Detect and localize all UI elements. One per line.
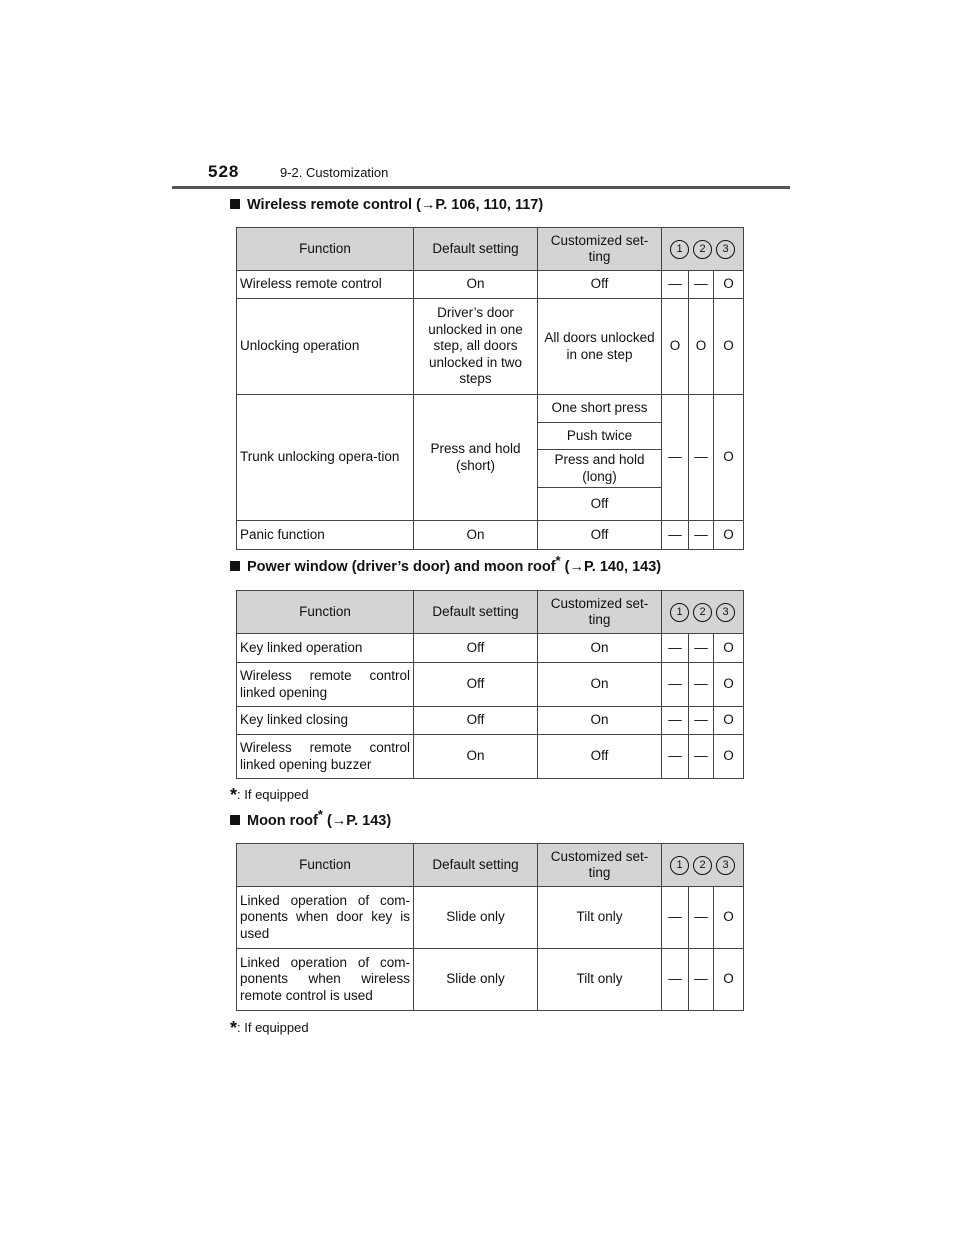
default-cell: Slide only (414, 949, 538, 1011)
circled-2-icon: 2 (693, 856, 712, 875)
heading-power-window: Power window (driver’s door) and moon roof* (→P. 140, 143) (230, 559, 661, 575)
circled-2-icon: 2 (693, 603, 712, 622)
default-cell: Driver’s door unlocked in one step, all doors unlocked in two steps (414, 299, 538, 395)
function-cell: Panic function (237, 521, 414, 550)
mark-cell: — (689, 707, 714, 735)
col-function: Function (237, 591, 414, 634)
col-circles (662, 844, 744, 887)
table-row (237, 949, 744, 1011)
col-default: Default setting (414, 228, 538, 271)
table-row (237, 271, 744, 299)
default-cell: Off (414, 663, 538, 707)
function-cell: Unlocking operation (237, 299, 414, 395)
default-cell: Off (414, 634, 538, 663)
function-cell: Linked operation of com-ponents when door key is used (237, 887, 414, 949)
mark-cell: — (662, 395, 689, 521)
default-cell: Slide only (414, 887, 538, 949)
mark-cell: O (714, 271, 744, 299)
section-title: 9-2. Customization (280, 165, 389, 180)
circled-3-icon: 3 (716, 856, 735, 875)
function-cell: Wireless remote control linked opening buzzer (237, 735, 414, 779)
table-row (237, 707, 744, 735)
table-power-window (236, 590, 744, 779)
col-function: Function (237, 228, 414, 271)
heading-moon-roof: Moon roof* (→P. 143) (230, 813, 391, 829)
function-cell: Key linked closing (237, 707, 414, 735)
default-cell: Off (414, 707, 538, 735)
mark-cell: — (662, 521, 689, 550)
mark-cell: — (689, 735, 714, 779)
custom-cell: On (538, 663, 662, 707)
square-bullet-icon (230, 199, 240, 209)
mark-cell: — (662, 663, 689, 707)
mark-cell: — (689, 949, 714, 1011)
function-cell: Trunk unlocking opera-tion (237, 395, 414, 521)
square-bullet-icon (230, 815, 240, 825)
default-cell: Press and hold (short) (414, 395, 538, 521)
page-number: 528 (208, 162, 240, 181)
mark-cell: — (689, 887, 714, 949)
custom-cell: One short press (538, 395, 662, 423)
table-row (237, 887, 744, 949)
circled-1-icon: 1 (670, 603, 689, 622)
custom-cell: Off (538, 488, 662, 521)
circled-2-icon: 2 (693, 240, 712, 259)
mark-cell: O (714, 949, 744, 1011)
mark-cell: — (689, 395, 714, 521)
mark-cell: O (714, 395, 744, 521)
col-default: Default setting (414, 591, 538, 634)
table-header-row (237, 228, 744, 271)
col-customized: Customized set-ting (538, 591, 662, 634)
heading-wireless-remote: Wireless remote control (→P. 106, 110, 117) (230, 197, 543, 213)
default-cell: On (414, 271, 538, 299)
default-cell: On (414, 735, 538, 779)
function-cell: Wireless remote control (237, 271, 414, 299)
mark-cell: — (662, 949, 689, 1011)
mark-cell: — (662, 735, 689, 779)
asterisk: * (230, 785, 238, 805)
custom-cell: Off (538, 735, 662, 779)
footnote-if-equipped: *: If equipped (230, 785, 309, 805)
mark-cell: — (689, 634, 714, 663)
custom-cell: Tilt only (538, 949, 662, 1011)
circled-3-icon: 3 (716, 603, 735, 622)
col-function: Function (237, 844, 414, 887)
mark-cell: O (714, 634, 744, 663)
table-header-row (237, 844, 744, 887)
custom-cell: Off (538, 271, 662, 299)
mark-cell: — (689, 521, 714, 550)
mark-cell: O (714, 887, 744, 949)
mark-cell: O (714, 707, 744, 735)
asterisk: * (555, 553, 561, 569)
circled-1-icon: 1 (670, 856, 689, 875)
mark-cell: O (714, 663, 744, 707)
mark-cell: O (714, 299, 744, 395)
default-cell: On (414, 521, 538, 550)
footnote-if-equipped: *: If equipped (230, 1018, 309, 1038)
col-customized: Customized set-ting (538, 844, 662, 887)
mark-cell: O (662, 299, 689, 395)
asterisk: * (230, 1018, 238, 1038)
circled-1-icon: 1 (670, 240, 689, 259)
col-customized: Customized set-ting (538, 228, 662, 271)
col-circles (662, 591, 744, 634)
mark-cell: — (662, 634, 689, 663)
col-default: Default setting (414, 844, 538, 887)
mark-cell: O (689, 299, 714, 395)
table-header-row (237, 591, 744, 634)
mark-cell: O (714, 521, 744, 550)
custom-cell: Push twice (538, 423, 662, 450)
custom-cell: All doors unlocked in one step (538, 299, 662, 395)
function-cell: Linked operation of com-ponents when wireless remote control is used (237, 949, 414, 1011)
square-bullet-icon (230, 561, 240, 571)
table-row (237, 634, 744, 663)
circled-3-icon: 3 (716, 240, 735, 259)
mark-cell: — (689, 663, 714, 707)
mark-cell: — (662, 271, 689, 299)
custom-cell: On (538, 634, 662, 663)
table-row (237, 395, 744, 423)
custom-cell: Tilt only (538, 887, 662, 949)
mark-cell: — (662, 707, 689, 735)
col-circles (662, 228, 744, 271)
custom-cell: On (538, 707, 662, 735)
function-cell: Key linked operation (237, 634, 414, 663)
header-rule (172, 186, 790, 189)
mark-cell: — (662, 887, 689, 949)
asterisk: * (317, 807, 323, 823)
table-row (237, 735, 744, 779)
table-row (237, 299, 744, 395)
custom-cell: Off (538, 521, 662, 550)
custom-cell: Press and hold (long) (538, 450, 662, 488)
table-row (237, 521, 744, 550)
mark-cell: — (689, 271, 714, 299)
table-moon-roof (236, 843, 744, 1011)
table-row (237, 663, 744, 707)
table-wireless-remote (236, 227, 744, 550)
mark-cell: O (714, 735, 744, 779)
function-cell: Wireless remote control linked opening (237, 663, 414, 707)
